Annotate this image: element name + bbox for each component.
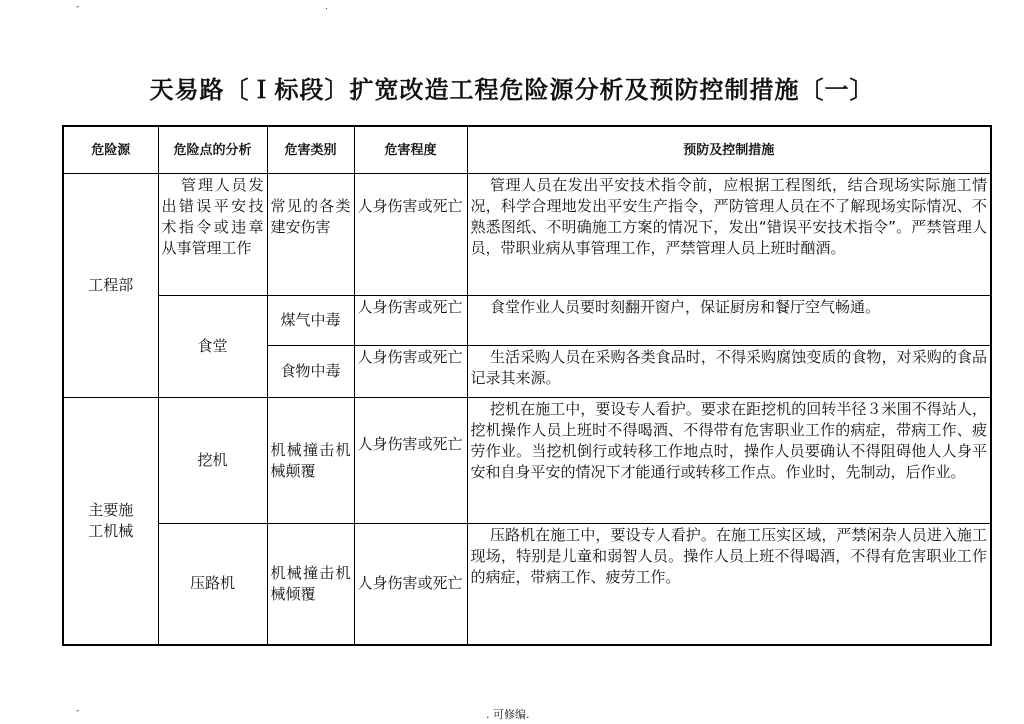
prevention-measure-cell: 挖机在施工中，要设专人看护。要求在距挖机的回转半径３米围不得站人，挖机操作人员上班时不得喝酒、不得带有危害职业工作的病症，带病工作、疲劳作业。当挖机倒行或转移工作地点时，操作人员要确认不得阻碍他人人身平安和自身平安的情况下才能通行或转移工作点。作业时，先制动，后作业。: [467, 398, 991, 524]
corner-mark: -: [76, 2, 80, 12]
hazard-degree-cell: 人身伤害或死亡: [354, 398, 467, 524]
hazard-degree-cell: 人身伤害或死亡: [354, 296, 467, 346]
table-row: [63, 174, 991, 296]
prevention-measure-cell: 生活采购人员在采购各类食品时，不得采购腐蚀变质的食物，对采购的食品记录其来源。: [467, 346, 991, 398]
hazard-category-cell: 机械撞击机械颠覆: [267, 398, 354, 524]
col-header-prevention-measures: 预防及控制措施: [467, 126, 991, 174]
prevention-measure-cell: 食堂作业人员要时刻翻开窗户，保证厨房和餐厅空气畅通。: [467, 296, 991, 346]
corner-mark: -: [76, 706, 80, 716]
dept-label-line: 工机械: [88, 521, 134, 540]
hazard-point-cell: 管理人员发出错误平安技术指令或违章从事管理工作: [158, 174, 267, 296]
dept-construction-machinery: [63, 398, 158, 645]
col-header-hazard-source: 危险源: [63, 126, 158, 174]
table-row: [63, 398, 991, 524]
table-header-row: [63, 126, 991, 174]
footer-label: 可修编: [493, 708, 526, 721]
hazard-point-cell: 压路机: [158, 524, 267, 645]
hazard-table: [62, 125, 992, 646]
hazard-category-cell: 常见的各类建安伤害: [267, 174, 354, 296]
table-row: [63, 524, 991, 645]
hazard-category-cell: 食物中毒: [267, 346, 354, 398]
hazard-category-cell: 煤气中毒: [267, 296, 354, 346]
footer: . 可修编.: [486, 708, 530, 721]
hazard-category-cell: 机械撞击机械倾覆: [267, 524, 354, 645]
prevention-measure-cell: 压路机在施工中，要设专人看护。在施工压实区域，严禁闲杂人员进入施工现场，特别是儿童和弱智人员。操作人员上班不得喝酒，不得有危害职业工作的病症，带病工作、疲劳工作。: [467, 524, 991, 645]
hazard-point-cell: 食堂: [158, 296, 267, 398]
hazard-degree-cell: 人身伤害或死亡: [354, 174, 467, 296]
hazard-point-cell: 挖机: [158, 398, 267, 524]
hazard-degree-cell: 人身伤害或死亡: [354, 346, 467, 398]
corner-mark: .: [325, 2, 328, 12]
prevention-measure-cell: 管理人员在发出平安技术指令前，应根据工程图纸，结合现场实际施工情况，科学合理地发出平安生产指令，严防管理人员在不了解现场实际情况、不熟悉图纸、不明确施工方案的情况下，发出“错误平安技术指令”。严禁管理人员，带职业病从事管理工作，严禁管理人员上班时酗酒。: [467, 174, 991, 296]
page-title: 天易路〔Ｉ标段〕扩宽改造工程危险源分析及预防控制措施〔一〕: [149, 76, 875, 104]
dept-label-line: 主要施: [88, 500, 134, 519]
col-header-hazard-point: 危险点的分析: [158, 126, 267, 174]
dept-engineering: 工程部: [63, 174, 158, 398]
col-header-hazard-degree: 危害程度: [354, 126, 467, 174]
hazard-degree-cell: 人身伤害或死亡: [354, 524, 467, 645]
col-header-hazard-category: 危害类别: [267, 126, 354, 174]
table-row: [63, 296, 991, 346]
